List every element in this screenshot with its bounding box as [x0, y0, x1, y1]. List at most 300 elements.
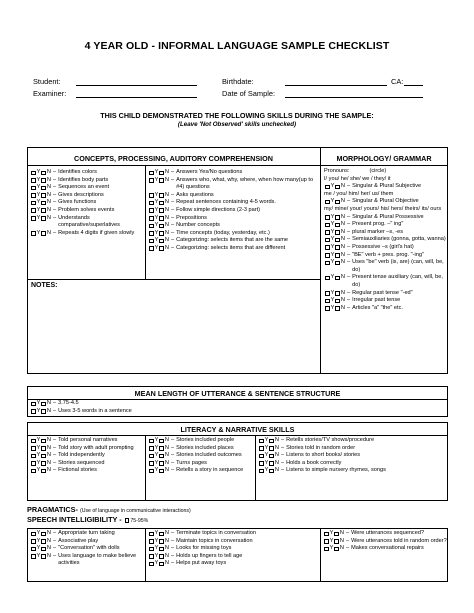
no-mark: N: [164, 237, 169, 244]
no-mark: N: [46, 400, 51, 406]
no-checkbox[interactable]: [334, 532, 339, 537]
yes-checkbox[interactable]: [31, 469, 36, 474]
no-mark: N: [164, 552, 169, 559]
yes-mark: Y: [330, 183, 335, 190]
no-checkbox[interactable]: [269, 454, 274, 459]
yes-checkbox[interactable]: [31, 409, 36, 414]
no-checkbox[interactable]: [159, 193, 164, 198]
no-mark: N: [46, 552, 51, 559]
yes-checkbox[interactable]: [31, 193, 36, 198]
yes-no-checkboxes: [148, 530, 174, 538]
no-checkbox[interactable]: [41, 446, 46, 451]
yes-checkbox[interactable]: [324, 547, 329, 552]
yes-mark: Y: [264, 467, 269, 474]
dash-mark: –: [170, 237, 175, 244]
yes-checkbox[interactable]: [31, 402, 36, 407]
pronoun-line-possessive[interactable]: my/ mine/ your/ yours/ his/ hers/ theirs/ its/ ours: [324, 205, 442, 212]
checklist-item: [148, 222, 319, 230]
no-checkbox[interactable]: [335, 306, 340, 311]
no-checkbox[interactable]: [41, 171, 46, 176]
item-label: Understands comparative/superlatives: [58, 214, 120, 229]
yes-no-checkboxes: [148, 538, 174, 546]
yes-checkbox[interactable]: [325, 200, 330, 205]
yes-checkbox[interactable]: [259, 439, 264, 444]
checklist-item: [324, 221, 446, 229]
yes-checkbox[interactable]: [325, 238, 330, 243]
checklist-item: [148, 169, 319, 177]
item-label: Problem solves events: [58, 206, 115, 213]
item-label: Helps put away toys: [176, 560, 227, 567]
item-label: Uses language to make believe activities: [58, 552, 137, 567]
no-checkbox[interactable]: [159, 178, 164, 183]
no-checkbox[interactable]: [159, 224, 164, 229]
checklist-item: [324, 252, 446, 260]
no-mark: N: [164, 537, 169, 544]
yes-no-checkboxes: [323, 538, 349, 546]
no-checkbox[interactable]: [41, 231, 46, 236]
dash-mark: –: [170, 467, 175, 474]
no-mark: N: [340, 198, 345, 205]
item-label: Answers who, what, why, where, when how many(up to #4) questions: [176, 176, 314, 191]
yes-checkbox[interactable]: [259, 446, 264, 451]
yes-checkbox[interactable]: [259, 454, 264, 459]
yes-mark: Y: [154, 537, 159, 544]
yes-checkbox[interactable]: [31, 439, 36, 444]
no-checkbox[interactable]: [335, 185, 340, 190]
yes-mark: Y: [330, 221, 335, 228]
yes-checkbox[interactable]: [149, 231, 154, 236]
literacy-col1: [30, 437, 144, 475]
no-checkbox[interactable]: [335, 238, 340, 243]
yes-no-checkboxes: [324, 297, 350, 305]
yes-checkbox[interactable]: [325, 223, 330, 228]
yes-no-checkboxes: [30, 192, 56, 200]
student-field[interactable]: [76, 77, 197, 86]
no-mark: N: [339, 537, 344, 544]
yes-checkbox[interactable]: [149, 201, 154, 206]
dash-mark: –: [346, 297, 351, 304]
yes-checkbox[interactable]: [31, 186, 36, 191]
yes-no-checkboxes: [148, 545, 174, 553]
dash-mark: –: [52, 214, 57, 221]
yes-checkbox[interactable]: [325, 245, 330, 250]
no-mark: N: [164, 229, 169, 236]
yes-checkbox[interactable]: [325, 253, 330, 258]
item-label: Answers Yes/No questions: [176, 169, 243, 175]
no-checkbox[interactable]: [269, 446, 274, 451]
no-checkbox[interactable]: [159, 439, 164, 444]
yes-mark: Y: [36, 400, 41, 406]
yes-checkbox[interactable]: [31, 201, 36, 206]
no-checkbox[interactable]: [335, 276, 340, 281]
no-checkbox[interactable]: [335, 215, 340, 220]
yes-mark: Y: [36, 537, 41, 544]
checklist-item: [30, 460, 144, 468]
yes-checkbox[interactable]: [325, 185, 330, 190]
yes-checkbox[interactable]: [149, 547, 154, 552]
no-checkbox[interactable]: [41, 461, 46, 466]
checklist-item: [30, 445, 144, 453]
no-mark: N: [340, 297, 345, 304]
no-checkbox[interactable]: [41, 402, 46, 407]
no-checkbox[interactable]: [41, 454, 46, 459]
yes-no-checkboxes: [148, 467, 174, 475]
no-mark: N: [46, 467, 51, 474]
yes-checkbox[interactable]: [259, 469, 264, 474]
yes-checkbox[interactable]: [325, 276, 330, 281]
yes-mark: Y: [330, 304, 335, 311]
no-checkbox[interactable]: [41, 186, 46, 191]
no-checkbox[interactable]: [41, 208, 46, 213]
examiner-label: Examiner:: [33, 89, 67, 98]
yes-checkbox[interactable]: [31, 208, 36, 213]
no-checkbox[interactable]: [335, 253, 340, 258]
no-mark: N: [340, 221, 345, 228]
no-checkbox[interactable]: [335, 230, 340, 235]
yes-mark: Y: [330, 243, 335, 250]
literacy-heading: LITERACY & NARRATIVE SKILLS: [180, 425, 295, 434]
ca-label: CA:: [391, 77, 404, 86]
checklist-item: [258, 452, 446, 460]
yes-mark: Y: [36, 467, 41, 474]
yes-no-checkboxes: [30, 545, 56, 553]
no-checkbox[interactable]: [159, 562, 164, 567]
no-checkbox[interactable]: [41, 554, 46, 559]
yes-mark: Y: [154, 444, 159, 451]
dash-mark: –: [52, 199, 57, 206]
checklist-item: [30, 538, 144, 546]
no-mark: N: [164, 206, 169, 213]
item-label: Regular past tense "-ed": [352, 289, 413, 296]
yes-checkbox[interactable]: [149, 178, 154, 183]
no-checkbox[interactable]: [41, 469, 46, 474]
yes-no-checkboxes: [30, 400, 56, 408]
item-label: Stories included outcomes: [176, 452, 242, 459]
checklist-item: [148, 199, 319, 207]
item-label: Repeat sentences containing 4-5 words.: [176, 199, 276, 206]
no-checkbox[interactable]: [41, 439, 46, 444]
checklist-item: [324, 274, 446, 289]
yes-mark: Y: [154, 237, 159, 244]
yes-mark: Y: [330, 274, 335, 281]
yes-mark: Y: [36, 199, 41, 206]
ca-field[interactable]: [404, 77, 423, 86]
yes-no-checkboxes: [258, 467, 284, 475]
yes-no-checkboxes: [324, 214, 350, 222]
no-mark: N: [164, 459, 169, 466]
yes-checkbox[interactable]: [325, 230, 330, 235]
item-label: Stories sequenced: [58, 459, 105, 466]
pragmatics-col3: [323, 530, 447, 553]
dash-mark: –: [280, 452, 285, 459]
yes-no-checkboxes: [30, 230, 56, 238]
no-checkbox[interactable]: [41, 193, 46, 198]
yes-checkbox[interactable]: [149, 454, 154, 459]
yes-checkbox[interactable]: [31, 171, 36, 176]
no-checkbox[interactable]: [269, 469, 274, 474]
yes-mark: Y: [154, 467, 159, 474]
dash-mark: –: [346, 289, 351, 296]
checklist-item: [323, 538, 447, 546]
checklist-item: [148, 553, 319, 561]
dash-mark: –: [170, 214, 175, 221]
no-mark: N: [340, 236, 345, 243]
dash-mark: –: [52, 444, 57, 451]
yes-checkbox[interactable]: [149, 208, 154, 213]
no-checkbox[interactable]: [159, 201, 164, 206]
yes-checkbox[interactable]: [149, 532, 154, 537]
yes-checkbox[interactable]: [324, 532, 329, 537]
yes-checkbox[interactable]: [325, 299, 330, 304]
yes-checkbox[interactable]: [31, 554, 36, 559]
item-label: Identifies body parts: [58, 176, 109, 183]
yes-mark: Y: [330, 213, 335, 220]
item-label: Were utterances sequenced?: [351, 530, 425, 536]
date-of-sample-field[interactable]: [285, 89, 423, 98]
no-checkbox[interactable]: [159, 461, 164, 466]
yes-mark: Y: [154, 530, 159, 536]
checklist-item: [30, 177, 144, 185]
yes-checkbox[interactable]: [31, 454, 36, 459]
yes-checkbox[interactable]: [149, 446, 154, 451]
yes-mark: Y: [154, 244, 159, 251]
item-label: Makes conversational repairs: [351, 545, 424, 552]
item-label: Uses "be" verb (is, are) (can, will, be, do): [352, 259, 444, 273]
no-checkbox[interactable]: [335, 291, 340, 296]
no-checkbox[interactable]: [334, 539, 339, 544]
item-label: Asks questions: [176, 191, 214, 198]
no-checkbox[interactable]: [41, 547, 46, 552]
no-mark: N: [339, 545, 344, 552]
dash-mark: –: [52, 545, 57, 552]
no-checkbox[interactable]: [159, 239, 164, 244]
item-label: Singular & Plural Possessive: [352, 213, 424, 220]
no-mark: N: [46, 437, 51, 443]
intelligibility-value: 75-95%: [130, 518, 149, 524]
no-checkbox[interactable]: [159, 469, 164, 474]
yes-no-checkboxes: [30, 452, 56, 460]
no-checkbox[interactable]: [335, 245, 340, 250]
yes-mark: Y: [36, 459, 41, 466]
no-checkbox[interactable]: [41, 539, 46, 544]
yes-checkbox[interactable]: [325, 306, 330, 311]
item-label: Told story with adult prompting: [58, 444, 134, 451]
item-label: Semiauxiliaries (gonna, gotta, wanna): [352, 236, 446, 243]
pronoun-line-objective[interactable]: me / you/ him/ her/ us/ them: [324, 190, 394, 197]
dash-mark: –: [170, 545, 175, 552]
yes-checkbox[interactable]: [149, 469, 154, 474]
item-label: Told independently: [58, 452, 105, 459]
item-label: Listens to simple nursery rhymes, songs: [286, 467, 386, 474]
no-checkbox[interactable]: [159, 171, 164, 176]
yes-checkbox[interactable]: [31, 532, 36, 537]
yes-checkbox[interactable]: [259, 461, 264, 466]
dash-mark: –: [52, 191, 57, 198]
examiner-field[interactable]: [76, 89, 197, 98]
no-checkbox[interactable]: [41, 532, 46, 537]
checklist-item: [148, 460, 254, 468]
no-checkbox[interactable]: [159, 231, 164, 236]
no-mark: N: [339, 530, 344, 536]
dash-mark: –: [170, 560, 175, 567]
yes-checkbox[interactable]: [31, 231, 36, 236]
checklist-item: [30, 408, 230, 416]
checklist-item: [30, 530, 144, 538]
item-label: Gives functions: [58, 199, 97, 206]
yes-checkbox[interactable]: [149, 539, 154, 544]
pragmatics-col1: [30, 530, 144, 568]
yes-no-checkboxes: [324, 244, 350, 252]
checklist-item: [30, 230, 144, 238]
yes-checkbox[interactable]: [149, 246, 154, 251]
yes-checkbox[interactable]: [31, 461, 36, 466]
no-checkbox[interactable]: [159, 539, 164, 544]
yes-mark: Y: [329, 537, 334, 544]
no-checkbox[interactable]: [335, 223, 340, 228]
item-label: Present prog. –" ing": [352, 221, 404, 228]
no-checkbox[interactable]: [269, 439, 274, 444]
no-mark: N: [164, 169, 169, 175]
no-mark: N: [46, 229, 51, 236]
yes-checkbox[interactable]: [149, 216, 154, 221]
yes-checkbox[interactable]: [149, 554, 154, 559]
no-checkbox[interactable]: [41, 201, 46, 206]
dash-mark: –: [346, 236, 351, 243]
yes-no-checkboxes: [324, 259, 350, 267]
checklist-item: [148, 530, 319, 538]
item-label: 3.75-4.5: [58, 400, 79, 406]
yes-checkbox[interactable]: [149, 562, 154, 567]
yes-no-checkboxes: [30, 553, 56, 561]
yes-no-checkboxes: [30, 207, 56, 215]
item-label: Retells stories/TV shows/procedure: [286, 437, 375, 443]
no-checkbox[interactable]: [41, 216, 46, 221]
yes-mark: Y: [154, 191, 159, 198]
checklist-item: [30, 207, 144, 215]
yes-no-checkboxes: [148, 553, 174, 561]
item-label: Singular & Plural Subjective: [352, 183, 422, 190]
yes-checkbox[interactable]: [325, 261, 330, 266]
yes-no-checkboxes: [30, 199, 56, 207]
yes-no-checkboxes: [324, 236, 350, 244]
checklist-item: [148, 177, 319, 192]
checklist-item: [258, 437, 446, 445]
yes-checkbox[interactable]: [31, 216, 36, 221]
checklist-item: [148, 452, 254, 460]
no-mark: N: [274, 437, 279, 443]
morphology-list: [324, 168, 446, 312]
yes-checkbox[interactable]: [325, 291, 330, 296]
yes-checkbox[interactable]: [149, 171, 154, 176]
dash-mark: –: [170, 199, 175, 206]
yes-mark: Y: [36, 169, 41, 175]
checklist-item: [148, 467, 254, 475]
yes-checkbox[interactable]: [149, 224, 154, 229]
dash-mark: –: [346, 304, 351, 311]
yes-mark: Y: [154, 437, 159, 443]
dash-mark: –: [52, 452, 57, 459]
yes-mark: Y: [264, 459, 269, 466]
dash-mark: –: [170, 537, 175, 544]
item-label: Listens to short books/ stories: [286, 452, 361, 459]
dash-mark: –: [52, 467, 57, 474]
concepts-right-list: [148, 169, 319, 253]
no-checkbox[interactable]: [159, 532, 164, 537]
no-mark: N: [164, 437, 169, 443]
yes-no-checkboxes: [148, 199, 174, 207]
intelligibility-checkbox[interactable]: [125, 518, 130, 523]
yes-checkbox[interactable]: [149, 461, 154, 466]
no-checkbox[interactable]: [159, 454, 164, 459]
yes-checkbox[interactable]: [31, 178, 36, 183]
yes-mark: Y: [36, 452, 41, 459]
yes-mark: Y: [154, 169, 159, 175]
no-checkbox[interactable]: [159, 554, 164, 559]
yes-no-checkboxes: [323, 545, 349, 553]
no-checkbox[interactable]: [335, 200, 340, 205]
no-checkbox[interactable]: [41, 409, 46, 414]
pronoun-line-subjective[interactable]: I/ you/ he/ she/ we / they/ it: [324, 175, 391, 182]
no-checkbox[interactable]: [159, 246, 164, 251]
no-checkbox[interactable]: [41, 178, 46, 183]
dash-mark: –: [170, 222, 175, 229]
no-checkbox[interactable]: [159, 547, 164, 552]
yes-mark: Y: [154, 214, 159, 221]
dash-mark: –: [346, 259, 351, 266]
yes-mark: Y: [154, 560, 159, 567]
dash-mark: –: [170, 169, 175, 175]
item-label: Irregular past tense: [352, 297, 401, 304]
yes-mark: Y: [36, 437, 41, 443]
checklist-item: [324, 198, 446, 206]
checklist-item: [148, 538, 319, 546]
yes-no-checkboxes: [324, 305, 350, 313]
no-checkbox[interactable]: [334, 547, 339, 552]
yes-checkbox[interactable]: [324, 539, 329, 544]
yes-checkbox[interactable]: [325, 215, 330, 220]
item-label: Present tense auxiliary (can, will, be, do): [352, 274, 443, 288]
no-mark: N: [46, 191, 51, 198]
demonstrated-note: (Leave 'Not Observed' skills unchecked): [177, 121, 297, 128]
checklist-item: [30, 184, 144, 192]
dash-mark: –: [346, 221, 351, 228]
item-label: Identifies colors: [58, 169, 97, 175]
yes-checkbox[interactable]: [149, 439, 154, 444]
no-mark: N: [46, 206, 51, 213]
no-checkbox[interactable]: [269, 461, 274, 466]
yes-checkbox[interactable]: [31, 539, 36, 544]
item-label: Gives descriptions: [58, 191, 104, 198]
no-mark: N: [164, 214, 169, 221]
yes-checkbox[interactable]: [31, 547, 36, 552]
item-label: Holds up fingers to tell age: [176, 552, 243, 559]
yes-checkbox[interactable]: [149, 239, 154, 244]
item-label: Categorizing: selects items that are the same: [176, 237, 289, 244]
checklist-item: [30, 400, 230, 408]
yes-checkbox[interactable]: [149, 193, 154, 198]
birthdate-field[interactable]: [285, 77, 387, 86]
no-checkbox[interactable]: [159, 446, 164, 451]
yes-no-checkboxes: [324, 252, 350, 260]
no-checkbox[interactable]: [335, 299, 340, 304]
yes-mark: Y: [154, 552, 159, 559]
item-label: Number concepts: [176, 222, 220, 229]
no-checkbox[interactable]: [159, 216, 164, 221]
yes-checkbox[interactable]: [31, 446, 36, 451]
no-checkbox[interactable]: [159, 208, 164, 213]
dash-mark: –: [170, 191, 175, 198]
no-checkbox[interactable]: [335, 261, 340, 266]
